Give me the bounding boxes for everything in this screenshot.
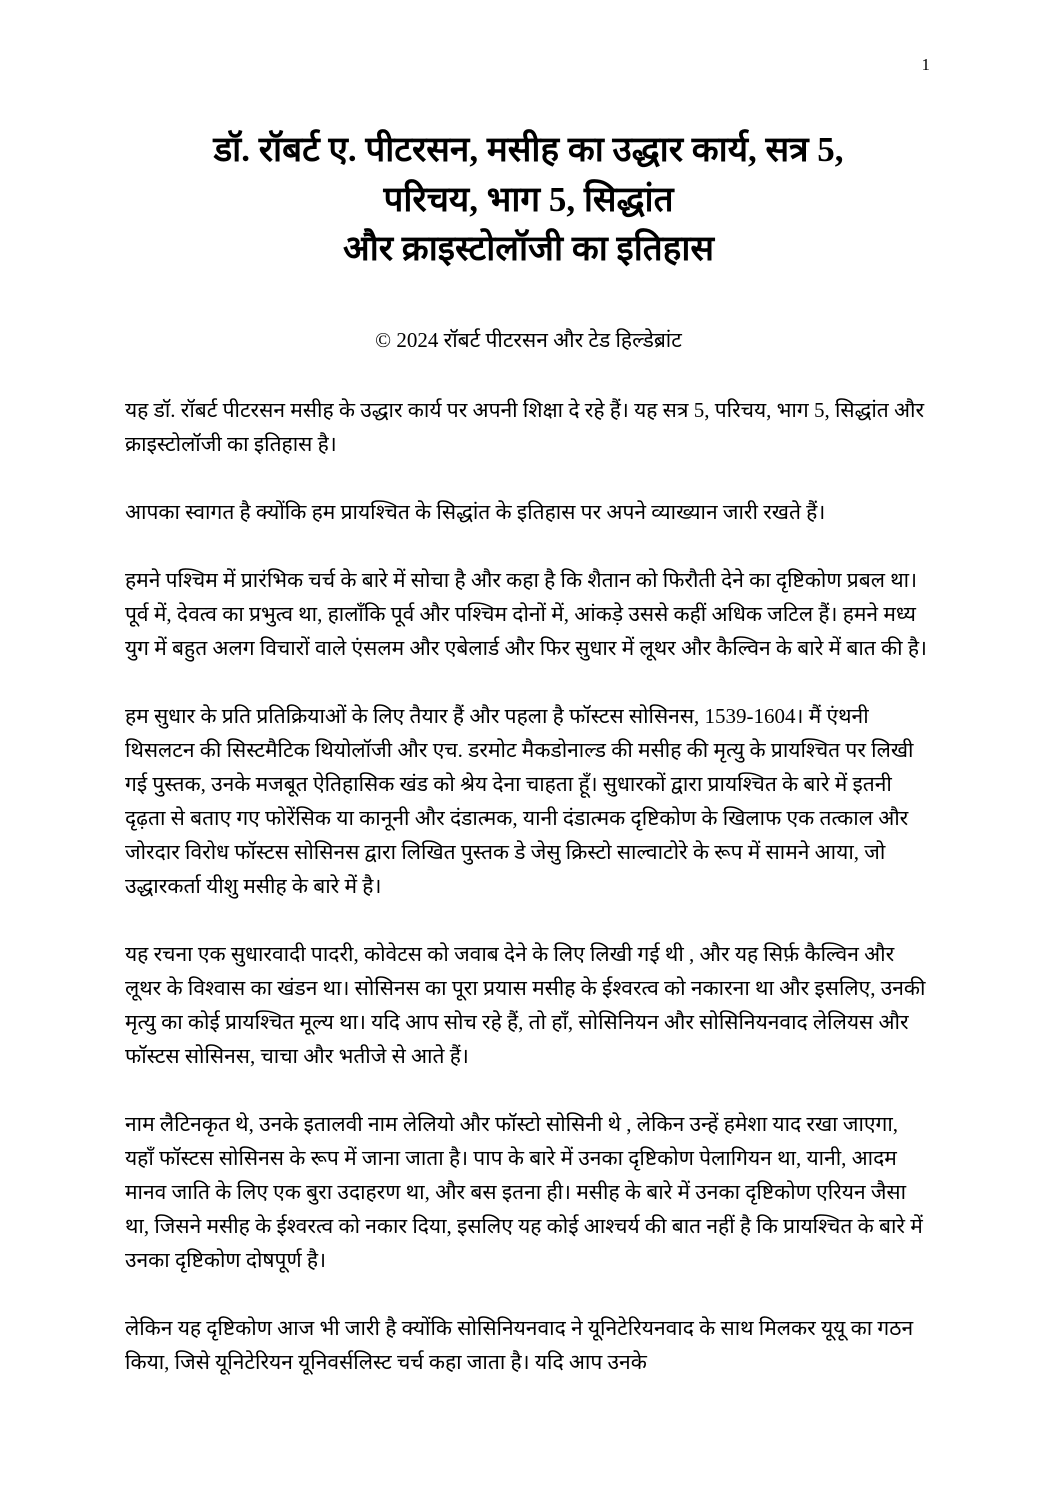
title-line-3: और क्राइस्टोलॉजी का इतिहास bbox=[342, 229, 715, 269]
paragraph-covetus-response: यह रचना एक सुधारवादी पादरी, कोवेटस को जवाब देने के लिए लिखी गई थी , और यह सिर्फ़ कैल्विन और लूथर के विश्वास का खंडन था। सोसिनस का पूरा प्रयास मसीह के ईश्वरत्व को नकारना था और इसलिए, उनकी मृत्यु का कोई प्रायश्चित मूल्य था। यदि आप सोच रहे हैं, तो हाँ, सोसिनियन और सोसिनियनवाद लेलियस और फॉस्टस सोसिनस, चाचा और भतीजे से आते हैं। bbox=[125, 942, 926, 1069]
title-line-1: डॉ. रॉबर्ट ए. पीटरसन, मसीह का उद्धार कार्य, सत्र 5, bbox=[213, 130, 844, 169]
page-number: 1 bbox=[921, 55, 930, 74]
paragraph-intro: यह डॉ. रॉबर्ट पीटरसन मसीह के उद्धार कार्य पर अपनी शिक्षा दे रहे हैं। यह सत्र 5, परिचय, भाग 5, सिद्धांत और क्राइस्टोलॉजी का इतिहास है। bbox=[125, 398, 925, 457]
document-title bbox=[125, 125, 932, 274]
copyright-line: © 2024 रॉबर्ट पीटरसन और टेड हिल्डेब्रांट bbox=[375, 328, 682, 353]
paragraph-socinus-reaction: हम सुधार के प्रति प्रतिक्रियाओं के लिए तैयार हैं और पहला है फॉस्टस सोसिनस, 1539-1604। मैं एंथनी थिसलटन की सिस्टमैटिक थियोलॉजी और एच. डरमोट मैकडोनाल्ड की मसीह की मृत्यु के प्रायश्चित पर लिखी गई पुस्तक, उनके मजबूत ऐतिहासिक खंड को श्रेय देना चाहता हूँ। सुधारकों द्वारा प्रायश्चित के बारे में इतनी दृढ़ता से बताए गए फोरेंसिक या कानूनी और दंडात्मक, यानी दंडात्मक दृष्टिकोण के खिलाफ एक तत्काल और जोरदार विरोध फॉस्टस सोसिनस द्वारा लिखित पुस्तक डे जेसु क्रिस्टो साल्वाटोरे के रूप में सामने आया, जो उद्धारकर्ता यीशु मसीह के बारे में है। bbox=[125, 704, 914, 899]
paragraph-unitarianism: लेकिन यह दृष्टिकोण आज भी जारी है क्योंकि सोसिनियनवाद ने यूनिटेरियनवाद के साथ मिलकर यूयू का गठन किया, जिसे यूनिटेरियन यूनिवर्सलिस्ट चर्च कहा जाता है। यदि आप उनके bbox=[125, 1316, 914, 1375]
paragraph-latinized-names: नाम लैटिनकृत थे, उनके इतालवी नाम लेलियो और फॉस्टो सोसिनी थे , लेकिन उन्हें हमेशा याद रखा जाएगा, यहाँ फॉस्टस सोसिनस के रूप में जाना जाता है। पाप के बारे में उनका दृष्टिकोण पेलागियन था, यानी, आदम मानव जाति के लिए एक बुरा उदाहरण था, और बस इतना ही। मसीह के बारे में उनका दृष्टिकोण एरियन जैसा था, जिसने मसीह के ईश्वरत्व को नकार दिया, इसलिए यह कोई आश्चर्य की बात नहीं है कि प्रायश्चित के बारे में उनका दृष्टिकोण दोषपूर्ण है। bbox=[125, 1112, 923, 1273]
paragraph-welcome: आपका स्वागत है क्योंकि हम प्रायश्चित के सिद्धांत के इतिहास पर अपने व्याख्यान जारी रखते हैं। bbox=[125, 500, 826, 525]
title-line-2: परिचय, भाग 5, सिद्धांत bbox=[383, 179, 674, 219]
paragraph-early-church: हमने पश्चिम में प्रारंभिक चर्च के बारे में सोचा है और कहा है कि शैतान को फिरौती देने का दृष्टिकोण प्रबल था। पूर्व में, देवत्व का प्रभुत्व था, हालाँकि पूर्व और पश्चिम दोनों में, आंकड़े उससे कहीं अधिक जटिल हैं। हमने मध्य युग में बहुत अलग विचारों वाले एंसलम और एबेलार्ड और फिर सुधार में लूथर और कैल्विन के बारे में बात की है। bbox=[125, 568, 927, 661]
